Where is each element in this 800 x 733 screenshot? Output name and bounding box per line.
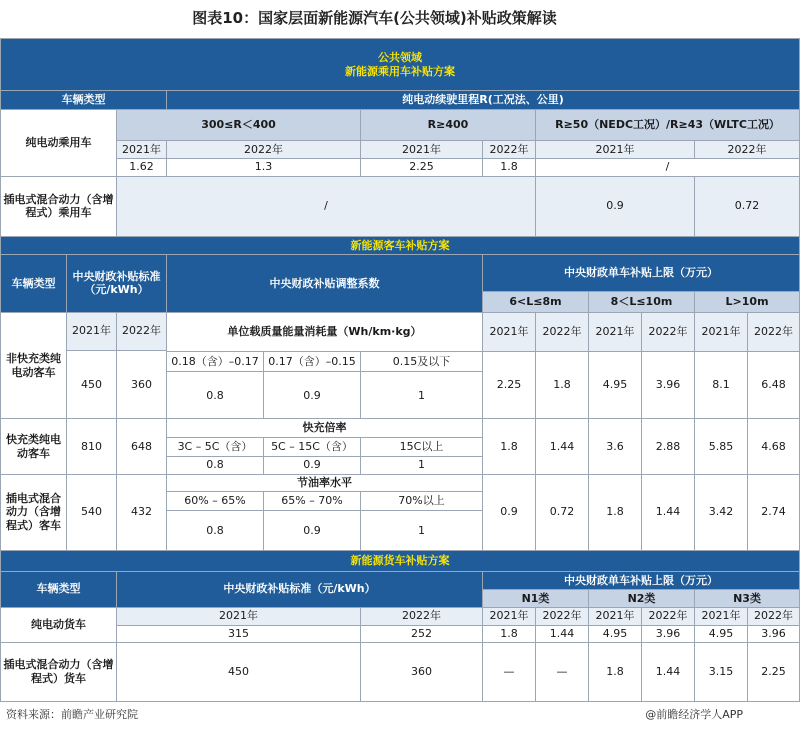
year-2022: 2022年 (748, 313, 800, 352)
coef-value: 0.8 (167, 372, 264, 419)
year-2021: 2021年 (589, 608, 642, 626)
bus-cap-value: 5.85 (695, 419, 748, 474)
charge-option: 3C – 5C（含） (167, 438, 264, 457)
fuel-label: 节油率水平 (167, 474, 483, 492)
coef-value: 1 (361, 511, 483, 551)
passenger-section-header (1, 39, 800, 91)
year-2022: 2022年 (117, 313, 167, 351)
bus-cap-value: 1.44 (642, 474, 695, 550)
bus-cap-value: 2.74 (748, 474, 800, 550)
brand-note: @前瞻经济学人APP (645, 708, 743, 721)
bus-row-label: 插电式混合动力（含增程式）客车 (1, 474, 67, 550)
year-2021: 2021年 (67, 313, 117, 351)
energy-option: 0.18（含）–0.17 (167, 351, 264, 372)
year-2022: 2022年 (167, 141, 361, 159)
year-2021: 2021年 (117, 608, 361, 626)
fuel-option: 70%以上 (361, 492, 483, 511)
page-title: 图表10：国家层面新能源汽车(公共领域)补贴政策解读 (192, 9, 557, 27)
truck-cap-value: 1.44 (536, 625, 589, 643)
year-2022: 2022年 (748, 608, 800, 626)
year-2021: 2021年 (483, 313, 536, 352)
slash-cell: / (117, 176, 536, 236)
length-range: 8＜L≤10m (589, 292, 695, 313)
phev-truck-label: 插电式混合动力（含增程式）货车 (1, 643, 117, 702)
bus-std-value: 540 (67, 474, 117, 550)
truck-std-value: 252 (361, 625, 483, 643)
bus-cap-label: 中央财政单车补贴上限（万元） (483, 254, 800, 292)
truck-class: N3类 (695, 590, 800, 608)
truck-std-value: 450 (117, 643, 361, 702)
truck-cap-value: 3.96 (642, 625, 695, 643)
bev-value: 1.3 (167, 158, 361, 176)
bus-cap-value: 6.48 (748, 351, 800, 419)
bus-cap-value: 0.9 (483, 474, 536, 550)
phev-passenger-label: 插电式混合动力（含增程式）乘用车 (1, 176, 117, 236)
coef-value: 1 (361, 456, 483, 474)
truck-cap-value: — (483, 643, 536, 702)
bus-std-value: 810 (67, 419, 117, 474)
phev-value: 0.9 (536, 176, 695, 236)
length-range: 6<L≤8m (483, 292, 589, 313)
bus-cap-value: 2.88 (642, 419, 695, 474)
bus-std-value: 360 (117, 350, 167, 419)
vehicle-type-label: 车辆类型 (1, 91, 167, 110)
fuel-option: 60% – 65% (167, 492, 264, 511)
range-400-plus: R≥400 (361, 109, 536, 140)
passenger-section-title: 新能源乘用车补贴方案 (345, 64, 456, 78)
bus-coef-label: 中央财政补贴调整系数 (167, 254, 483, 312)
bus-cap-value: 1.44 (536, 419, 589, 474)
year-2022: 2022年 (642, 608, 695, 626)
year-2022: 2022年 (642, 313, 695, 352)
truck-class: N2类 (589, 590, 695, 608)
truck-cap-value: 2.25 (748, 643, 800, 702)
bus-cap-value: 1.8 (589, 474, 642, 550)
year-2022: 2022年 (483, 141, 536, 159)
bev-value: 2.25 (361, 158, 483, 176)
source-note: 资料来源：前瞻产业研究院 (6, 708, 138, 721)
year-2021: 2021年 (589, 313, 642, 352)
truck-class: N1类 (483, 590, 589, 608)
bus-section-title: 新能源客车补贴方案 (1, 237, 800, 255)
year-2022: 2022年 (695, 141, 800, 159)
year-2022: 2022年 (536, 313, 589, 352)
fuel-option: 65% – 70% (264, 492, 361, 511)
subsidy-policy-table (0, 38, 800, 702)
truck-section-title: 新能源货车补贴方案 (1, 550, 800, 571)
range-300-400: 300≤R＜400 (117, 109, 361, 140)
phev-value: 0.72 (695, 176, 800, 236)
slash-cell: / (536, 158, 800, 176)
truck-std-value: 315 (117, 625, 361, 643)
bus-row-label: 非快充类纯电动客车 (1, 313, 67, 419)
truck-std-label: 中央财政补贴标准（元/kWh） (117, 571, 483, 607)
bus-std-value: 648 (117, 419, 167, 474)
coef-value: 0.8 (167, 456, 264, 474)
bus-cap-value: 3.6 (589, 419, 642, 474)
bus-cap-value: 4.95 (589, 351, 642, 419)
year-2021: 2021年 (483, 608, 536, 626)
coef-value: 0.9 (264, 372, 361, 419)
charge-label: 快充倍率 (167, 419, 483, 438)
charge-option: 5C – 15C（含） (264, 438, 361, 457)
year-2021: 2021年 (536, 141, 695, 159)
length-range: L>10m (695, 292, 800, 313)
energy-option: 0.17（含）–0.15 (264, 351, 361, 372)
year-2021: 2021年 (117, 141, 167, 159)
bus-vehicle-type-label: 车辆类型 (1, 254, 67, 312)
bus-cap-value: 3.96 (642, 351, 695, 419)
truck-cap-value: 1.8 (589, 643, 642, 702)
bus-row-label: 快充类纯电动客车 (1, 419, 67, 474)
truck-cap-value: — (536, 643, 589, 702)
bus-cap-value: 3.42 (695, 474, 748, 550)
truck-cap-label: 中央财政单车补贴上限（万元） (483, 571, 800, 590)
year-2021: 2021年 (695, 608, 748, 626)
bev-value: 1.62 (117, 158, 167, 176)
charge-option: 15C以上 (361, 438, 483, 457)
truck-std-value: 360 (361, 643, 483, 702)
bus-std-value: 450 (67, 350, 117, 419)
bus-cap-value: 2.25 (483, 351, 536, 419)
year-2022: 2022年 (536, 608, 589, 626)
year-2022: 2022年 (361, 608, 483, 626)
truck-cap-value: 1.44 (642, 643, 695, 702)
bus-cap-value: 1.8 (483, 419, 536, 474)
bus-cap-value: 0.72 (536, 474, 589, 550)
coef-value: 0.9 (264, 511, 361, 551)
truck-cap-value: 4.95 (589, 625, 642, 643)
coef-value: 0.9 (264, 456, 361, 474)
bus-std-label: 中央财政补贴标准（元/kWh） (67, 254, 167, 312)
truck-cap-value: 3.15 (695, 643, 748, 702)
bus-cap-value: 1.8 (536, 351, 589, 419)
year-2021: 2021年 (361, 141, 483, 159)
year-2021: 2021年 (695, 313, 748, 352)
coef-value: 0.8 (167, 511, 264, 551)
bus-cap-value: 8.1 (695, 351, 748, 419)
truck-cap-value: 1.8 (483, 625, 536, 643)
bev-passenger-label: 纯电动乘用车 (1, 109, 117, 176)
bus-std-value: 432 (117, 474, 167, 550)
truck-cap-value: 3.96 (748, 625, 800, 643)
public-domain-banner: 公共领域 (378, 50, 423, 64)
truck-cap-value: 4.95 (695, 625, 748, 643)
bus-cap-value: 4.68 (748, 419, 800, 474)
energy-option: 0.15及以下 (361, 351, 483, 372)
energy-label: 单位载质量能量消耗量（Wh/km·kg） (167, 313, 483, 352)
range-phev: R≥50（NEDC工况）/R≥43（WLTC工况） (536, 109, 800, 140)
truck-vehicle-type-label: 车辆类型 (1, 571, 117, 607)
coef-value: 1 (361, 372, 483, 419)
bev-truck-label: 纯电动货车 (1, 608, 117, 643)
bev-value: 1.8 (483, 158, 536, 176)
range-label: 纯电动续驶里程R(工况法、公里) (167, 91, 800, 110)
